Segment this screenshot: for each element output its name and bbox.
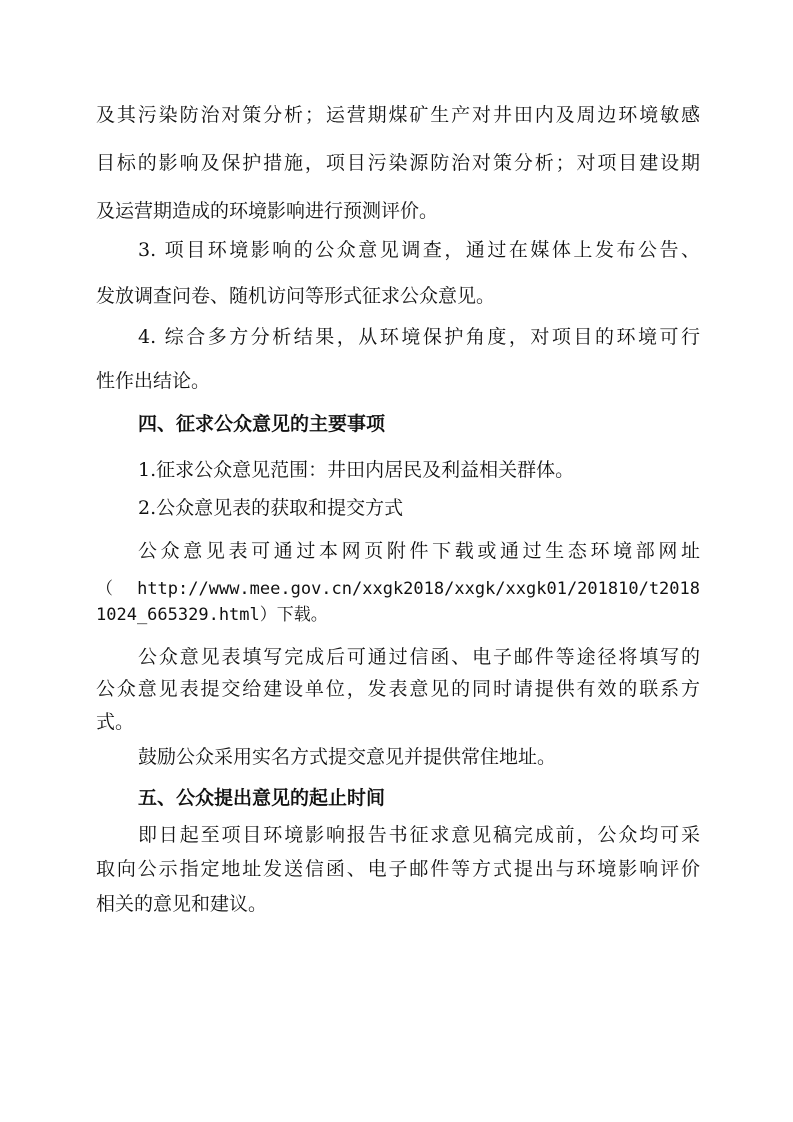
- body-text-line: 公众意见表可通过本网页附件下载或通过生态环境部网址: [138, 540, 700, 562]
- list-item-3: 3. 项目环境影响的公众意见调查，通过在媒体上发布公告、: [138, 239, 700, 261]
- list-item-1: 1.征求公众意见范围：井田内居民及利益相关群体。: [138, 459, 575, 481]
- body-text-line: 相关的意见和建议。: [96, 893, 268, 915]
- url-text: （ http://www.mee.gov.cn/xxgk2018/xxgk/xxgk01/201810/t2018: [96, 579, 700, 599]
- body-text-line: 性作出结论。: [96, 370, 211, 392]
- section-heading-5: 五、公众提出意见的起止时间: [138, 787, 386, 809]
- list-item-4: 4. 综合多方分析结果，从环境保护角度，对项目的环境可行: [138, 326, 700, 348]
- body-text-line: 及其污染防治对策分析；运营期煤矿生产对井田内及周边环境敏感: [96, 104, 700, 126]
- body-text-line: 发放调查问卷、随机访问等形式征求公众意见。: [96, 285, 496, 307]
- section-heading-4: 四、征求公众意见的主要事项: [138, 413, 386, 435]
- body-text-line: 取向公示指定地址发送信函、电子邮件等方式提出与环境影响评价: [96, 858, 700, 880]
- list-item-2: 2.公众意见表的获取和提交方式: [138, 497, 404, 519]
- url-text: 1024_665329.html）下载。: [96, 605, 328, 625]
- body-text-line: 目标的影响及保护措施，项目污染源防治对策分析；对项目建设期: [96, 152, 700, 174]
- body-text-line: 公众意见表提交给建设单位，发表意见的同时请提供有效的联系方: [96, 678, 700, 700]
- body-text-line: 鼓励公众采用实名方式提交意见并提供常住地址。: [138, 746, 557, 768]
- body-text-line: 及运营期造成的环境影响进行预测评价。: [96, 200, 439, 222]
- body-text-line: 式。: [96, 711, 135, 733]
- body-text-line: 即日起至项目环境影响报告书征求意见稿完成前，公众均可采: [138, 824, 700, 846]
- body-text-line: 公众意见表填写完成后可通过信函、电子邮件等途径将填写的: [138, 646, 700, 668]
